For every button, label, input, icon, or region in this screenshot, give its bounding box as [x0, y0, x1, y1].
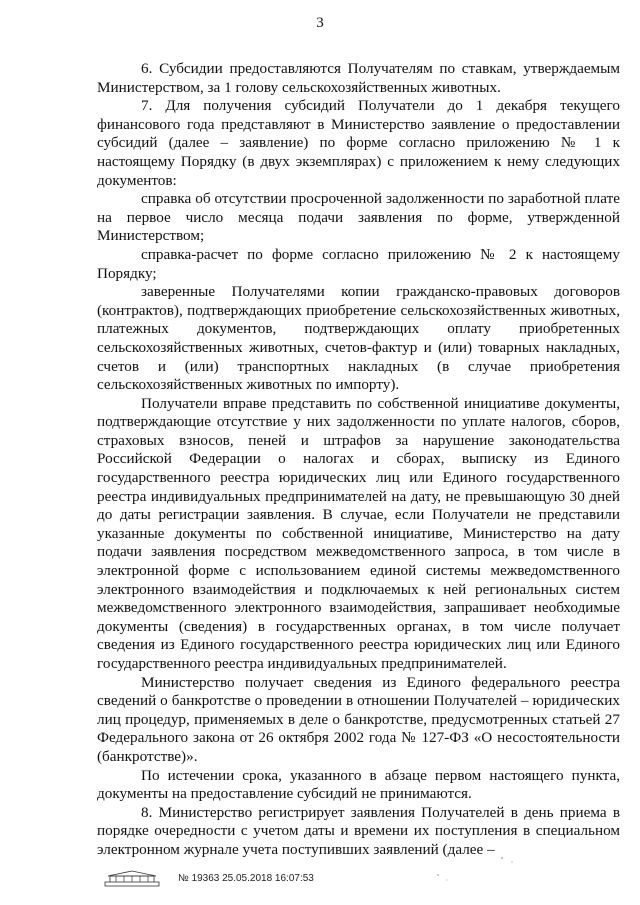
- paragraph-7-optional-documents: Получатели вправе представить по собственной инициативе документы, подтверждающие отсутствие у них задолженности по уплате налогов, сборов, страховых взносов, пеней и штрафов за нарушение законодательства Российской Федерации о налогах и сборах, выписку из Единого государственного реестра юридических лиц или Единого государственного реестра индивидуальных предпринимателей на дату, не превышающую 30 дней до даты регистрации заявления. В случае, если Получатели не представили указанные документы по собственной инициативе, Министерство на дату подачи заявления посредством межведомственного запроса, в том числе в электронной форме с использованием единой системы межведомственного электронного взаимодействия и подключаемых к ней региональных систем межведомственного электронного взаимодействия, запрашивает необходимые документы (сведения) в государственных органах, в том числе получает сведения из Единого государственного реестра юридических лиц или Единого государственного реестра индивидуальных предпринимателей.: [97, 394, 620, 672]
- registration-number: № 19363 25.05.2018 16:07:53: [178, 873, 314, 884]
- registration-footer: [104, 868, 364, 890]
- paragraph-7-bankruptcy-check: Министерство получает сведения из Единого федерального реестра сведений о банкротстве о проведении в отношении Получателей – юридических лиц процедур, применяемых в деле о банкротстве, предусмотренных статьей 27 Федерального закона от 26 октября 2002 года № 127-ФЗ «О несостоятельности (банкротстве)».: [97, 673, 620, 765]
- paragraph-7-item-contract-copies: заверенные Получателями копии гражданско-правовых договоров (контрактов), подтверждающих приобретение сельскохозяйственных животных, платежных документов, подтверждающих оплату приобретенных сельскохозяйственных животных, счетов-фактур и (или) товарных накладных, счетов и (или) транспортных накладных (в случае приобретения сельскохозяйственных животных по импорту).: [97, 283, 620, 394]
- paragraph-7-deadline: По истечении срока, указанного в абзаце первом настоящего пункта, документы на предоставление субсидий не принимаются.: [97, 766, 620, 803]
- paragraph-7-item-calculation: справка-расчет по форме согласно приложению № 2 к настоящему Порядку;: [97, 245, 620, 282]
- government-building-stamp-icon: [104, 870, 160, 888]
- paragraph-7-item-salary-certificate: справка об отсутствии просроченной задолженности по заработной плате на первое число месяца подачи заявления по форме, утвержденной Министерством;: [97, 190, 620, 245]
- document-body: [97, 60, 620, 860]
- paragraph-6: 6. Субсидии предоставляются Получателям по ставкам, утверждаемым Министерством, за 1 голову сельскохозяйственных животных.: [97, 60, 620, 96]
- paragraph-7: 7. Для получения субсидий Получатели до 1 декабря текущего финансового года представляют в Министерство заявление о предоставлении субсидий (далее – заявление) по форме согласно приложению № 1 к настоящему Порядку (в двух экземплярах) с приложением к нему следующих документов:: [97, 97, 620, 189]
- paragraph-8: 8. Министерство регистрирует заявления Получателей в день приема в порядке очередности с учетом даты и времени их поступления в специальном электронном журнале учета поступивших заявлений (далее –: [97, 803, 620, 858]
- page-number: 3: [316, 15, 324, 31]
